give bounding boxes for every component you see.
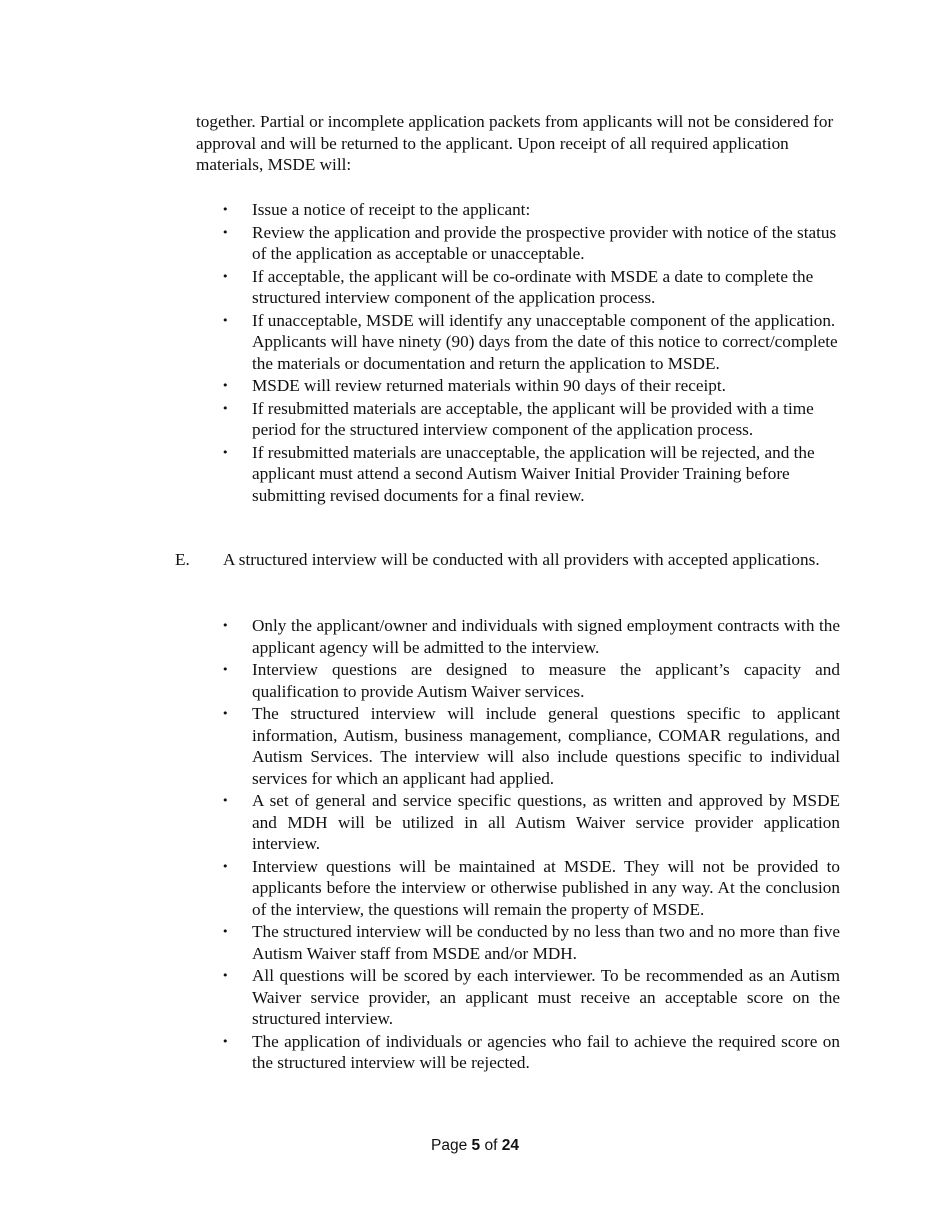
list-item — [222, 266, 840, 309]
bullet-icon: • — [222, 1034, 229, 1048]
list-item-text: Only the applicant/owner and individuals with signed employment contracts with the applicant agency will be admitted to the interview. — [252, 616, 840, 657]
bullet-icon: • — [222, 663, 229, 676]
bullet-icon: • — [222, 707, 229, 720]
footer-total-pages: 24 — [501, 1137, 519, 1154]
section-e-heading — [175, 549, 840, 571]
interview-rules-list — [222, 615, 840, 1075]
list-item-text: The structured interview will include general questions specific to applicant information, Autism, business management, compliance, COMAR regulations, and Autism Services. The interview will also include questions specific to individual services for which an applicant had applied. — [252, 704, 840, 788]
intro-paragraph: together. Partial or incomplete application packets from applicants will not be considered for approval and will be returned to the applicant. Upon receipt of all required application materials, MSDE will: — [196, 112, 834, 174]
bullet-icon: • — [222, 925, 229, 938]
list-item — [222, 703, 840, 789]
bullet-icon: • — [222, 401, 229, 415]
list-item-text: If resubmitted materials are acceptable, the applicant will be provided with a time period for the structured interview component of the application process. — [252, 398, 814, 439]
list-item-text: The application of individuals or agencies who fail to achieve the required score on the structured interview will be rejected. — [252, 1031, 840, 1072]
footer-current-page: 5 — [471, 1137, 481, 1154]
list-item — [222, 375, 840, 397]
list-item — [222, 442, 840, 507]
section-e-text: A structured interview will be conducted with all providers with accepted applications. — [223, 550, 820, 569]
list-item — [222, 222, 840, 265]
bullet-icon: • — [222, 269, 229, 283]
list-item — [222, 965, 840, 1030]
bullet-icon: • — [222, 379, 229, 392]
msde-actions-list — [222, 199, 840, 507]
section-letter: E. — [175, 550, 190, 569]
list-item — [222, 921, 840, 964]
bullet-icon: • — [222, 859, 229, 873]
list-item-text: If resubmitted materials are unacceptable, the application will be rejected, and the applicant must attend a second Autism Waiver Initial Provider Training before submitting revised documents for a final review. — [252, 442, 815, 505]
list-item — [222, 790, 840, 855]
list-item-text: Interview questions will be maintained at MSDE. They will not be provided to applicants before the interview or otherwise published in any way. At the conclusion of the interview, the questions will remain the property of MSDE. — [252, 856, 840, 919]
bullet-icon: • — [222, 203, 229, 216]
list-item-text: If acceptable, the applicant will be co-ordinate with MSDE a date to complete the structured interview component of the application process. — [252, 266, 814, 307]
list-item — [222, 310, 840, 375]
bullet-icon: • — [222, 225, 229, 239]
list-item-text: Issue a notice of receipt to the applicant: — [252, 200, 531, 219]
list-item-text: Review the application and provide the prospective provider with notice of the status of the application as acceptable or unacceptable. — [252, 222, 837, 263]
list-item-text: A set of general and service specific questions, as written and approved by MSDE and MDH will be utilized in all Autism Waiver service provider application interview. — [252, 791, 840, 853]
list-item-text: MSDE will review returned materials within 90 days of their receipt. — [252, 376, 726, 395]
page-footer — [0, 1137, 950, 1155]
list-item — [222, 615, 840, 658]
list-item-text: If unacceptable, MSDE will identify any unacceptable component of the application. Applicants will have ninety (90) days from the date of this notice to correct/complete the materials or documentation and return the application to MSDE. — [252, 310, 838, 373]
list-item — [222, 856, 840, 921]
list-item — [222, 398, 840, 441]
list-item — [222, 1031, 840, 1074]
list-item — [222, 199, 840, 221]
bullet-icon: • — [222, 794, 229, 807]
bullet-icon: • — [222, 445, 229, 459]
list-item-text: The structured interview will be conducted by no less than two and no more than five Autism Waiver staff from MSDE and/or MDH. — [252, 922, 840, 963]
footer-page-label: Page — [431, 1137, 468, 1154]
bullet-icon: • — [222, 969, 229, 982]
footer-of-label: of — [484, 1137, 498, 1154]
list-item-text: All questions will be scored by each interviewer. To be recommended as an Autism Waiver service provider, an applicant must receive an acceptable score on the structured interview. — [252, 966, 840, 1028]
bullet-icon: • — [222, 313, 229, 327]
bullet-icon: • — [222, 619, 229, 632]
list-item-text: Interview questions are designed to measure the applicant’s capacity and qualification to provide Autism Waiver services. — [252, 660, 840, 701]
list-item — [222, 659, 840, 702]
